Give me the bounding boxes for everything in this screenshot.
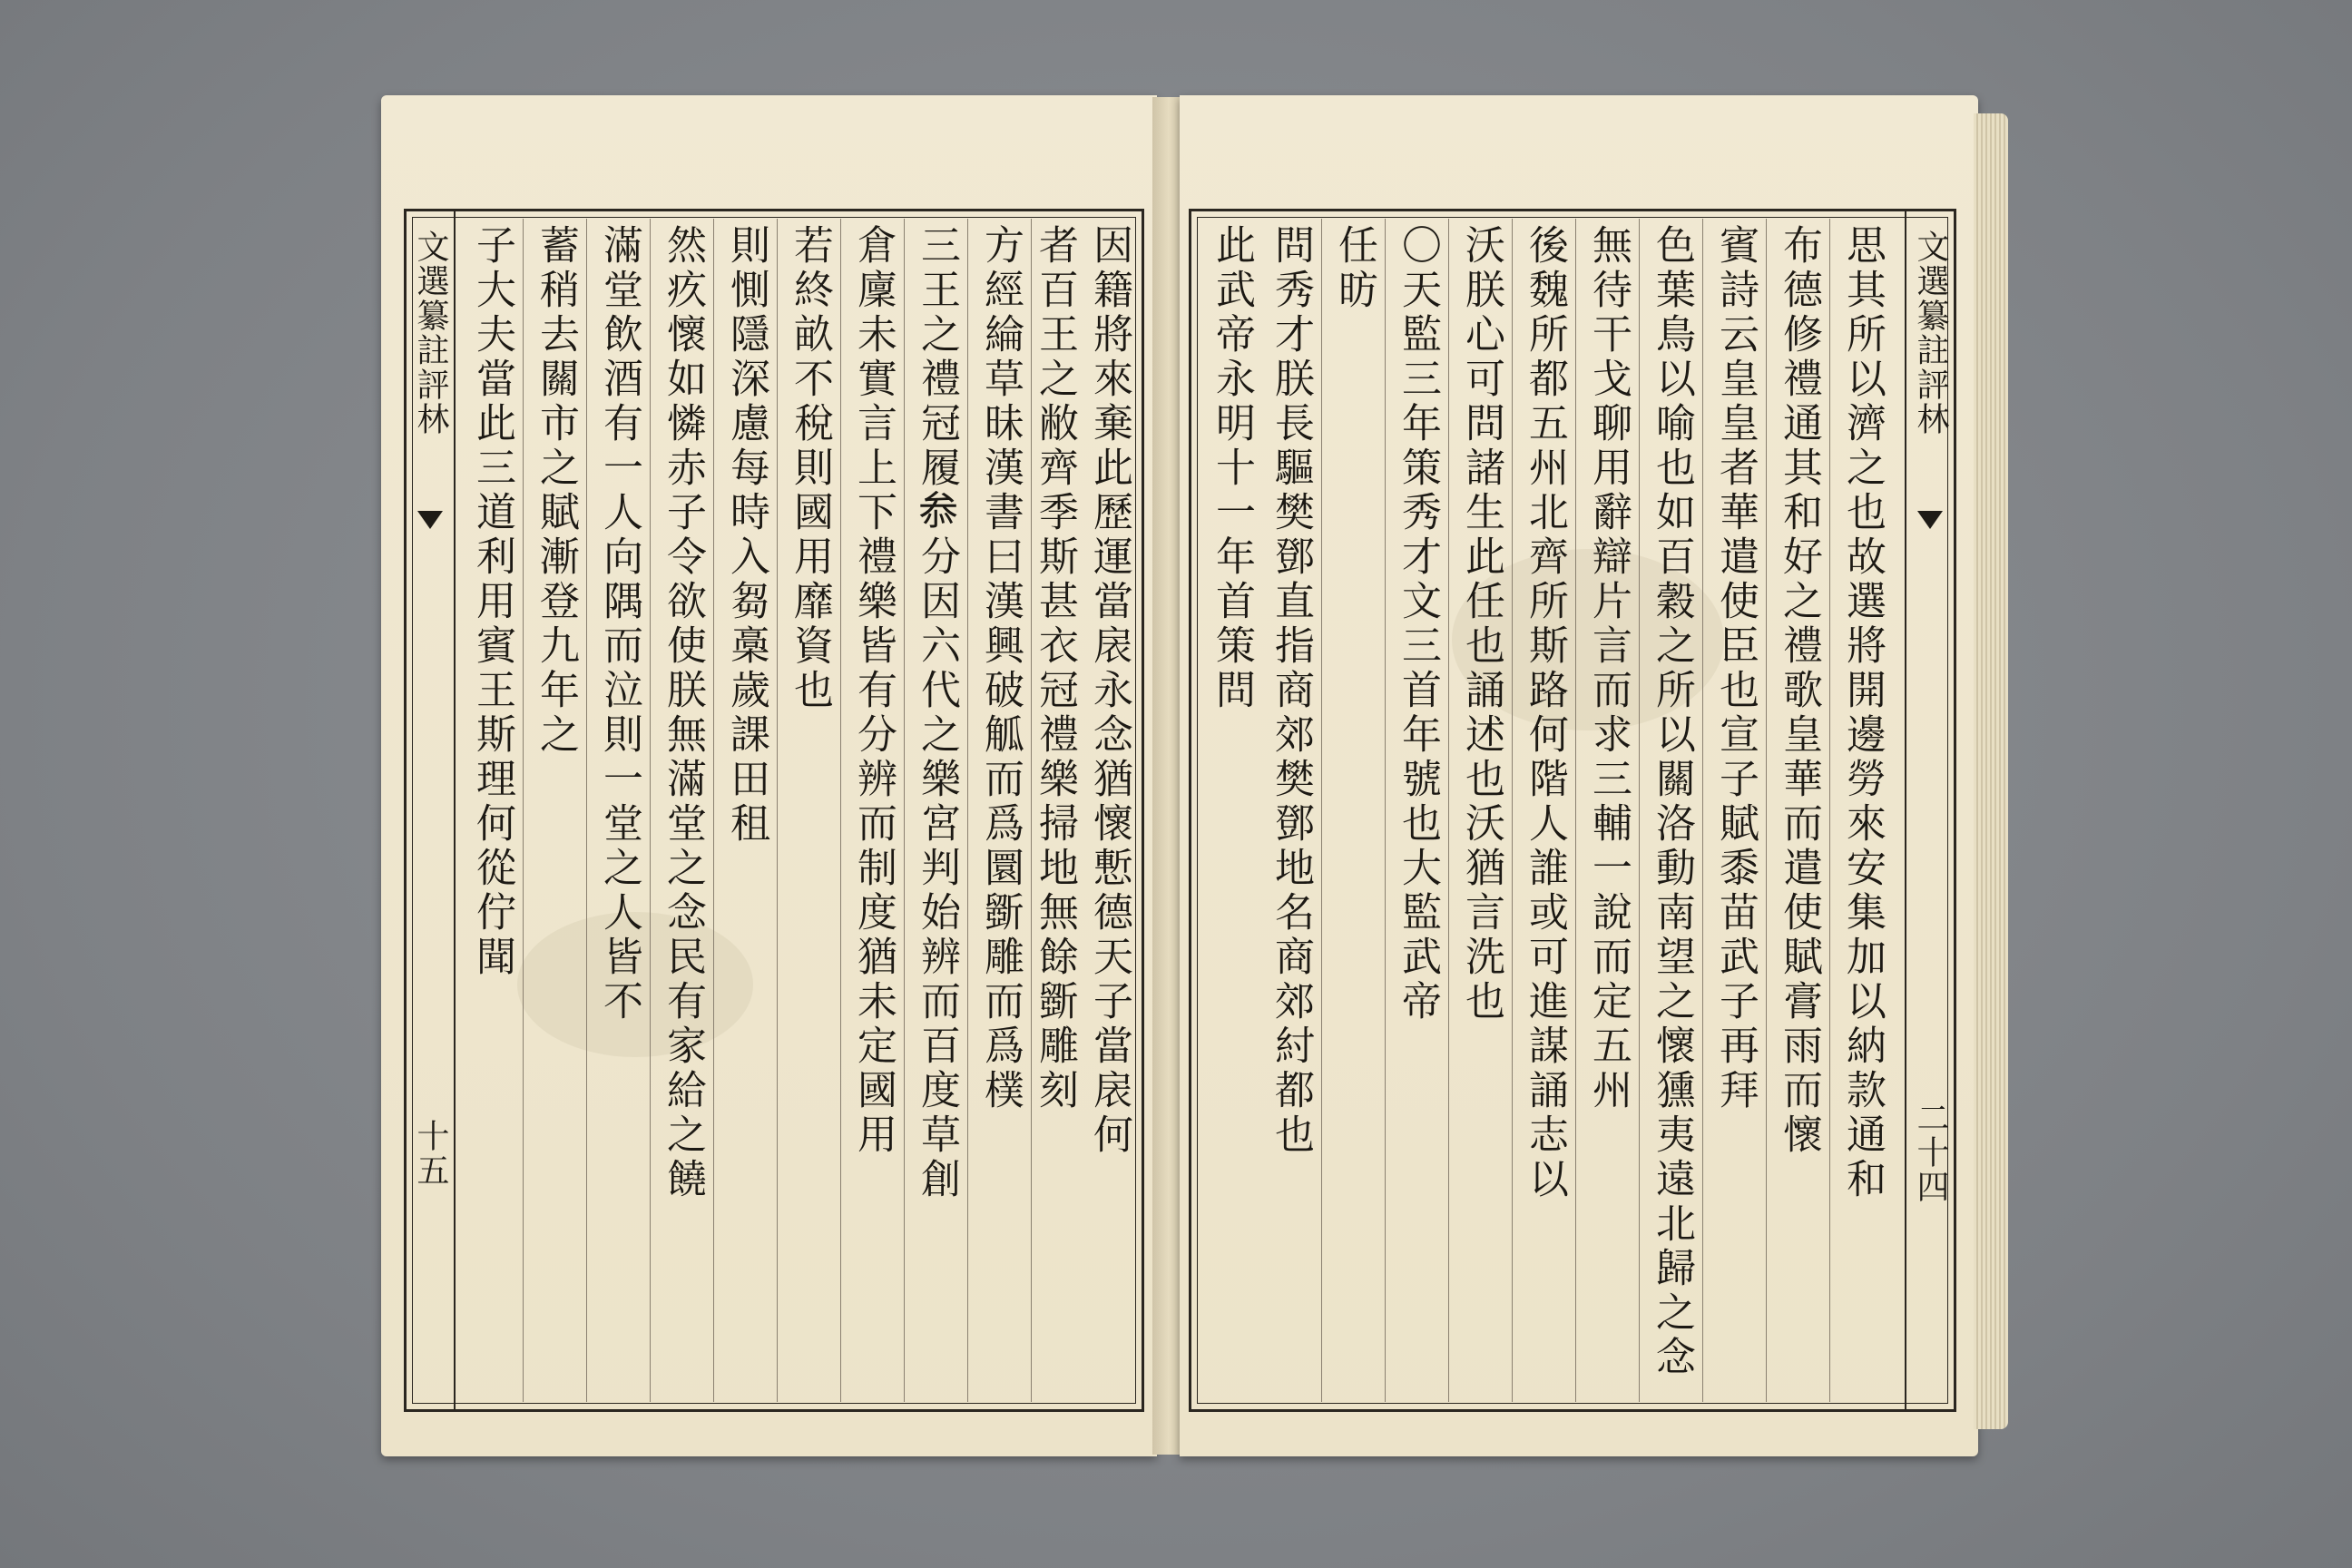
column-rule (713, 219, 714, 1402)
text-column: 思其所以濟之也故選將開邊勞來安集加以納款通和 (1839, 224, 1886, 1202)
right-print-frame (1189, 209, 1956, 1412)
column-rule (1575, 219, 1576, 1402)
text-column: 沃朕心可問諸生此任也誦述也沃猶言洗也 (1458, 224, 1504, 1024)
column-rule (1385, 219, 1386, 1402)
text-column: 因籍將來棄此歷運當扆永念猶懷慙德天子當扆何 (1086, 224, 1132, 1158)
left-page (381, 95, 1157, 1456)
column-rule (1639, 219, 1640, 1402)
column-rule (1766, 219, 1767, 1402)
column-rule (1448, 219, 1449, 1402)
column-rule (840, 219, 841, 1402)
text-column: 子大夫當此三道利用賓王斯理何從佇聞 (469, 224, 515, 980)
text-column: 布德修禮通其和好之禮歌皇華而遣使賦膏雨而懷 (1776, 224, 1822, 1158)
open-book (381, 86, 2014, 1484)
text-column: 〇天監三年策秀才文三首年號也大監武帝 (1395, 224, 1441, 1024)
text-column: 者百王之敝齊季斯甚衣冠禮樂掃地無餘斵雕刻 (1032, 224, 1078, 1113)
column-rule (967, 219, 968, 1402)
column-rule (586, 219, 587, 1402)
left-margin-title: 文選纂註評林 (412, 230, 449, 436)
text-column: 問秀才朕長驅樊鄧直指商郊樊鄧地名商郊紂都也 (1268, 224, 1314, 1158)
column-rule (650, 219, 651, 1402)
left-print-frame (404, 209, 1144, 1412)
text-column: 色葉鳥以喻也如百穀之所以關洛動南望之懷獯夷遠北歸之念 (1649, 224, 1695, 1380)
left-page-number: 十五 (412, 1119, 449, 1188)
text-column: 三王之禮冠履𠫵分因六代之樂宮判始辨而百度草創 (914, 224, 960, 1202)
text-column: 蓄稍去關市之賦漸登九年之 (533, 224, 579, 758)
text-column: 然疚懷如憐赤子令欲使朕無滿堂之念民有家給之饒 (660, 224, 706, 1202)
fish-tail-mark (417, 511, 443, 529)
left-page-margin (407, 211, 456, 1409)
text-column: 方經綸草昧漢書曰漢興破觚而爲圜斵雕而爲樸 (977, 224, 1024, 1113)
right-page (1180, 95, 1978, 1456)
column-rule (1512, 219, 1513, 1402)
text-column: 此武帝永明十一年首策問 (1209, 224, 1255, 713)
text-column: 任昉 (1331, 224, 1377, 313)
column-rule (1321, 219, 1322, 1402)
column-rule (777, 219, 778, 1402)
page-edges (1974, 113, 2008, 1429)
column-rule (523, 219, 524, 1402)
text-column: 無待干戈聊用辭辯片言而求三輔一說而定五州 (1585, 224, 1632, 1113)
text-column: 若終畝不稅則國用靡資也 (787, 224, 833, 713)
text-column: 賓詩云皇皇者華遣使臣也宣子賦黍苗武子再拜 (1712, 224, 1759, 1113)
right-page-number: 二十四 (1912, 1101, 1949, 1204)
text-column: 滿堂飲酒有一人向隅而泣則一堂之人皆不 (596, 224, 642, 1024)
column-rule (1829, 219, 1830, 1402)
text-column: 倉廩未實言上下禮樂皆有分辨而制度猶未定國用 (850, 224, 897, 1158)
column-rule (904, 219, 905, 1402)
right-page-margin (1905, 211, 1954, 1409)
text-column: 則惻隱深慮每時入芻槀歲課田租 (723, 224, 769, 847)
right-margin-title: 文選纂註評林 (1912, 230, 1949, 436)
text-column: 後魏所都五州北齊所斯路何階人誰或可進謀誦志以 (1522, 224, 1568, 1202)
fish-tail-mark (1917, 511, 1943, 529)
column-rule (1702, 219, 1703, 1402)
